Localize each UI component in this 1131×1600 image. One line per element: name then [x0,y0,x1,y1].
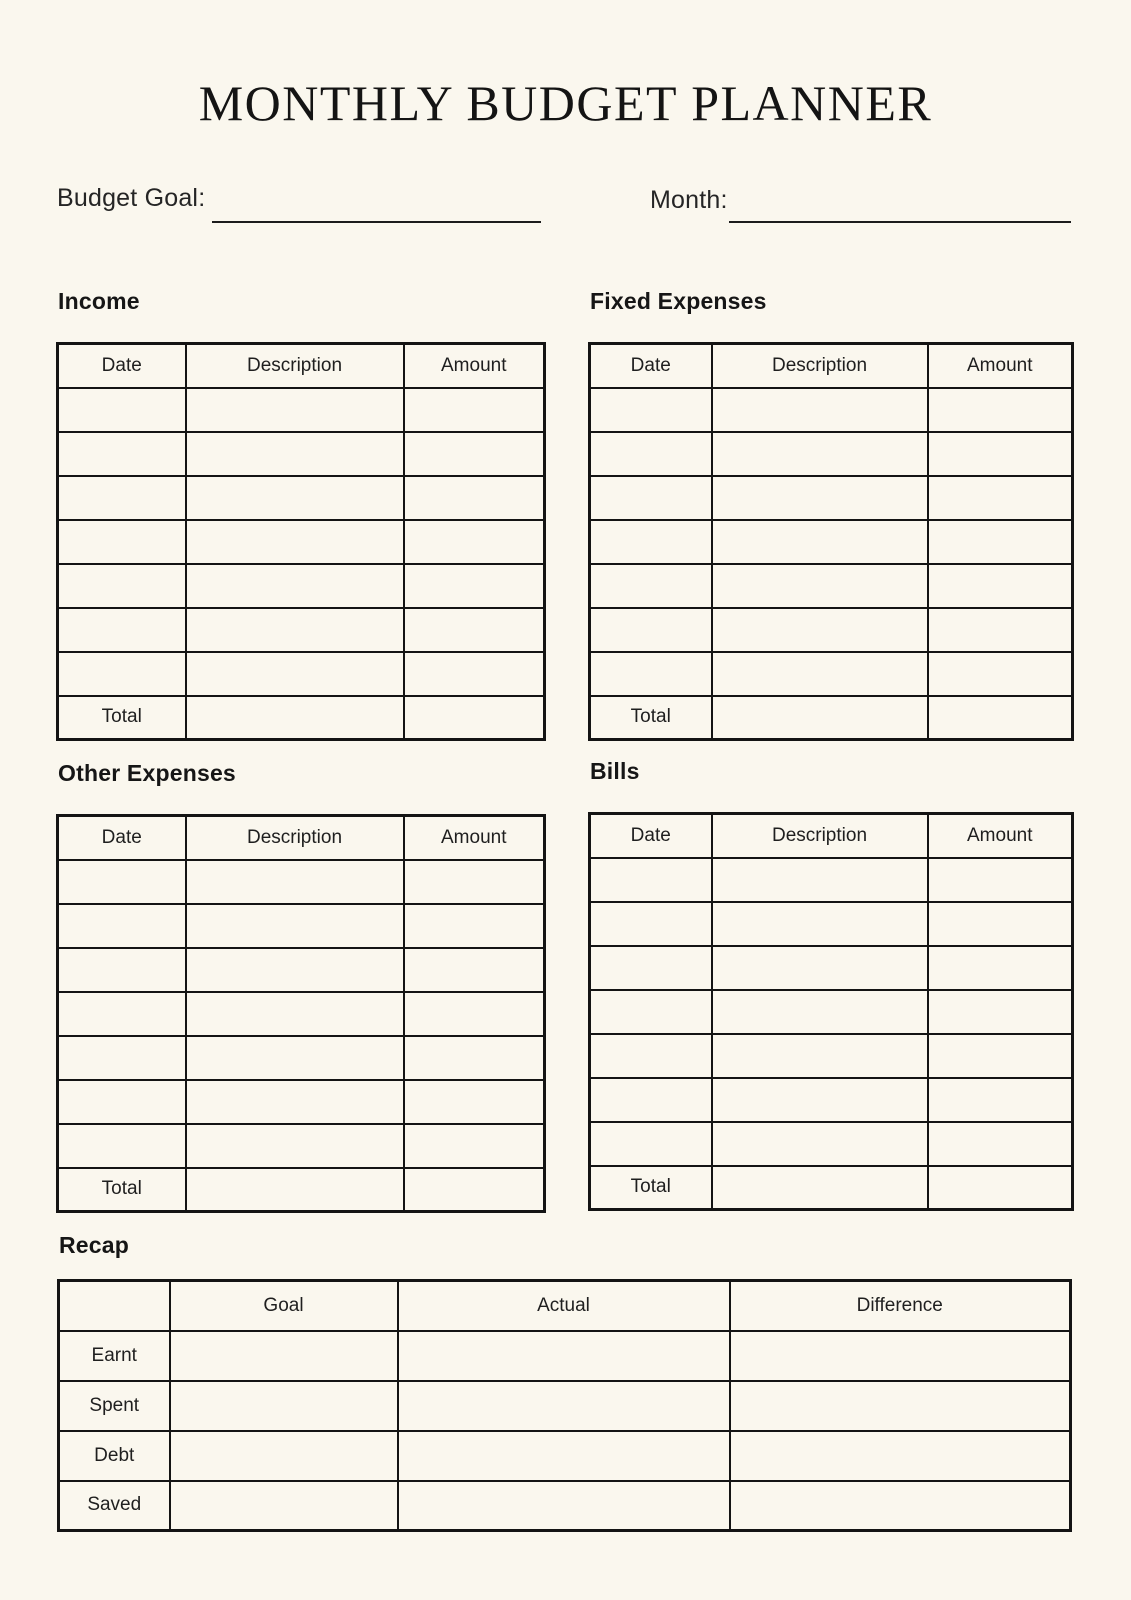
description-cell[interactable] [186,1124,404,1168]
table-row [58,904,545,948]
amount-cell[interactable] [928,520,1073,564]
income-table [56,342,546,741]
date-cell[interactable] [58,432,186,476]
table-row [58,1036,545,1080]
amount-cell[interactable] [404,860,545,904]
recap-actual-cell[interactable] [398,1431,730,1481]
date-cell[interactable] [58,860,186,904]
recap-row-label: Debt [59,1431,170,1481]
fixed-expenses-table-host [588,342,1074,741]
recap-column-header-goal: Goal [170,1281,398,1331]
date-cell[interactable] [590,902,712,946]
column-header-amount: Amount [928,814,1073,858]
description-cell[interactable] [186,948,404,992]
amount-cell[interactable] [928,432,1073,476]
date-cell[interactable] [590,476,712,520]
recap-row-label: Saved [59,1481,170,1531]
table-row [58,948,545,992]
date-cell[interactable] [58,904,186,948]
amount-cell[interactable] [404,476,545,520]
total-amount-cell[interactable] [928,1166,1073,1210]
date-cell[interactable] [58,948,186,992]
table-row [58,608,545,652]
amount-cell[interactable] [928,946,1073,990]
column-header-description: Description [712,814,928,858]
recap-corner-cell [59,1281,170,1331]
column-header-date: Date [590,344,712,388]
description-cell[interactable] [186,1080,404,1124]
date-cell[interactable] [58,564,186,608]
column-header-amount: Amount [404,344,545,388]
page-title: MONTHLY BUDGET PLANNER [198,75,933,131]
date-cell[interactable] [58,652,186,696]
amount-cell[interactable] [928,388,1073,432]
table-row [590,858,1073,902]
amount-cell[interactable] [404,388,545,432]
date-cell[interactable] [590,608,712,652]
date-cell[interactable] [590,432,712,476]
bills-section [588,758,1074,1211]
table-row [58,476,545,520]
table-row [590,476,1073,520]
description-cell[interactable] [712,1034,928,1078]
fixed-expenses-table [588,342,1074,741]
recap-column-header-actual: Actual [398,1281,730,1331]
amount-cell[interactable] [404,904,545,948]
amount-cell[interactable] [928,608,1073,652]
header-row [590,344,1073,388]
description-cell[interactable] [186,992,404,1036]
total-description-cell[interactable] [186,1168,404,1212]
table-row [590,520,1073,564]
date-cell[interactable] [58,388,186,432]
date-cell[interactable] [58,520,186,564]
description-cell[interactable] [186,476,404,520]
amount-cell[interactable] [928,476,1073,520]
amount-cell[interactable] [928,1122,1073,1166]
date-cell[interactable] [590,652,712,696]
table-row [590,946,1073,990]
recap-row-label: Spent [59,1381,170,1431]
income-table-host [56,342,546,741]
total-amount-cell[interactable] [404,696,545,740]
recap-goal-cell[interactable] [170,1331,398,1381]
total-label-cell: Total [58,696,186,740]
recap-actual-cell[interactable] [398,1381,730,1431]
date-cell[interactable] [58,1080,186,1124]
bills-table [588,812,1074,1211]
recap-heading: Recap [59,1232,130,1258]
month-input-line[interactable] [729,221,1071,223]
date-cell[interactable] [590,1122,712,1166]
recap-row [59,1331,1071,1381]
recap-row [59,1481,1071,1531]
amount-cell[interactable] [404,608,545,652]
budget-goal-label: Budget Goal: [57,184,206,212]
income-heading: Income [58,288,140,314]
amount-cell[interactable] [404,652,545,696]
recap-actual-cell[interactable] [398,1331,730,1381]
date-cell[interactable] [58,992,186,1036]
recap-header-row [59,1281,1071,1331]
table-row [590,990,1073,1034]
date-cell[interactable] [58,608,186,652]
bills-heading: Bills [590,758,640,784]
total-row [590,696,1073,740]
recap-column-header-difference: Difference [730,1281,1071,1331]
table-row [590,608,1073,652]
description-cell[interactable] [712,432,928,476]
amount-cell[interactable] [404,1124,545,1168]
recap-row [59,1381,1071,1431]
date-cell[interactable] [590,1034,712,1078]
amount-cell[interactable] [404,1080,545,1124]
description-cell[interactable] [712,564,928,608]
table-row [58,388,545,432]
amount-cell[interactable] [928,652,1073,696]
description-cell[interactable] [186,432,404,476]
table-row [590,388,1073,432]
table-row [590,1122,1073,1166]
description-cell[interactable] [712,1122,928,1166]
total-description-cell[interactable] [186,696,404,740]
fixed-expenses-section [588,288,1074,741]
table-row [58,652,545,696]
description-cell[interactable] [712,902,928,946]
header-row [58,344,545,388]
other-expenses-heading: Other Expenses [58,760,236,786]
amount-cell[interactable] [928,1078,1073,1122]
recap-actual-cell[interactable] [398,1481,730,1531]
description-cell[interactable] [186,520,404,564]
description-cell[interactable] [712,388,928,432]
column-header-description: Description [712,344,928,388]
date-cell[interactable] [590,858,712,902]
table-row [58,1124,545,1168]
recap-section [57,1232,1072,1532]
description-cell[interactable] [186,904,404,948]
table-row [590,652,1073,696]
description-cell[interactable] [186,652,404,696]
amount-cell[interactable] [404,432,545,476]
description-cell[interactable] [186,388,404,432]
amount-cell[interactable] [404,992,545,1036]
description-cell[interactable] [712,652,928,696]
other-expenses-table-host [56,814,546,1213]
date-cell[interactable] [58,1124,186,1168]
recap-row [59,1431,1071,1481]
description-cell[interactable] [186,564,404,608]
date-cell[interactable] [590,990,712,1034]
recap-table-host [57,1279,1072,1532]
column-header-date: Date [58,344,186,388]
column-header-description: Description [186,344,404,388]
fixed-expenses-heading: Fixed Expenses [590,288,767,314]
total-row [590,1166,1073,1210]
amount-cell[interactable] [404,1036,545,1080]
income-section [56,288,546,741]
amount-cell[interactable] [928,902,1073,946]
table-row [590,432,1073,476]
table-row [590,1078,1073,1122]
amount-cell[interactable] [928,564,1073,608]
recap-difference-cell[interactable] [730,1481,1071,1531]
amount-cell[interactable] [928,1034,1073,1078]
total-label-cell: Total [58,1168,186,1212]
column-header-date: Date [590,814,712,858]
description-cell[interactable] [712,946,928,990]
table-row [590,1034,1073,1078]
amount-cell[interactable] [404,564,545,608]
table-row [58,860,545,904]
table-row [58,432,545,476]
total-label-cell: Total [590,696,712,740]
amount-cell[interactable] [928,858,1073,902]
date-cell[interactable] [590,946,712,990]
date-cell[interactable] [590,520,712,564]
description-cell[interactable] [712,476,928,520]
total-description-cell[interactable] [712,1166,928,1210]
other-expenses-section [56,760,546,1213]
table-row [590,902,1073,946]
amount-cell[interactable] [404,520,545,564]
total-row [58,1168,545,1212]
recap-goal-cell[interactable] [170,1481,398,1531]
date-cell[interactable] [590,564,712,608]
column-header-date: Date [58,816,186,860]
budget-goal-input-line[interactable] [212,221,541,223]
table-row [58,992,545,1036]
recap-row-label: Earnt [59,1331,170,1381]
description-cell[interactable] [712,608,928,652]
total-amount-cell[interactable] [928,696,1073,740]
recap-goal-cell[interactable] [170,1381,398,1431]
amount-cell[interactable] [404,948,545,992]
header-row [58,816,545,860]
recap-difference-cell[interactable] [730,1431,1071,1481]
table-row [58,564,545,608]
description-cell[interactable] [712,858,928,902]
table-row [58,520,545,564]
recap-difference-cell[interactable] [730,1381,1071,1431]
total-description-cell[interactable] [712,696,928,740]
date-cell[interactable] [590,388,712,432]
header-row [590,814,1073,858]
description-cell[interactable] [186,860,404,904]
description-cell[interactable] [712,520,928,564]
month-label: Month: [650,186,728,214]
description-cell[interactable] [186,1036,404,1080]
bills-table-host [588,812,1074,1211]
total-label-cell: Total [590,1166,712,1210]
amount-cell[interactable] [928,990,1073,1034]
table-row [58,1080,545,1124]
column-header-amount: Amount [404,816,545,860]
total-row [58,696,545,740]
date-cell[interactable] [590,1078,712,1122]
description-cell[interactable] [712,990,928,1034]
description-cell[interactable] [712,1078,928,1122]
total-amount-cell[interactable] [404,1168,545,1212]
column-header-amount: Amount [928,344,1073,388]
column-header-description: Description [186,816,404,860]
other-expenses-table [56,814,546,1213]
recap-difference-cell[interactable] [730,1331,1071,1381]
description-cell[interactable] [186,608,404,652]
table-row [590,564,1073,608]
date-cell[interactable] [58,476,186,520]
recap-goal-cell[interactable] [170,1431,398,1481]
recap-table [57,1279,1072,1532]
date-cell[interactable] [58,1036,186,1080]
